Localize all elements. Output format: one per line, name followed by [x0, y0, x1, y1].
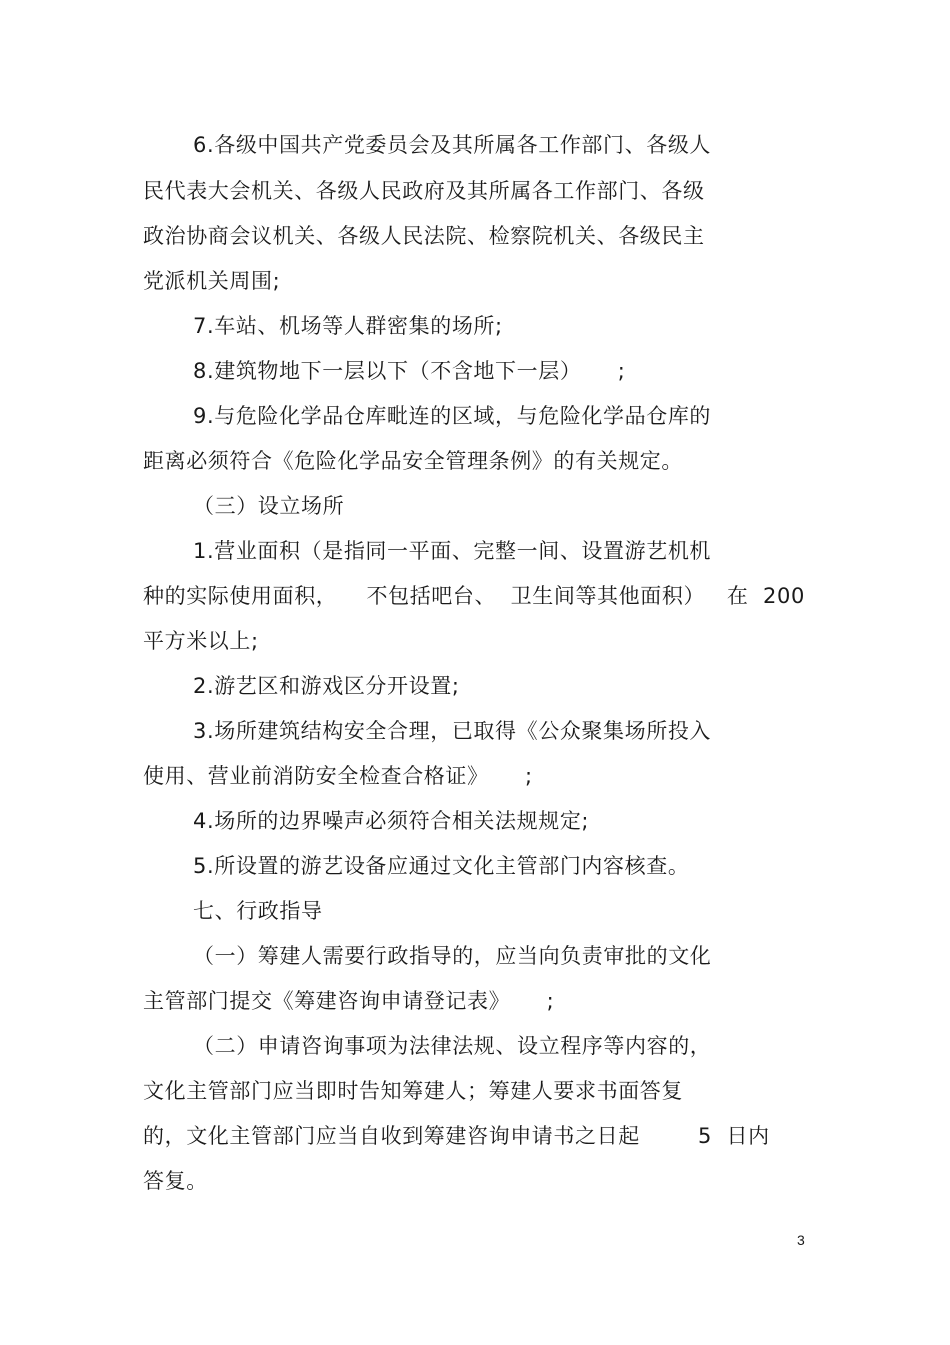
text-line: 2.游艺区和游戏区分开设置; [193, 674, 460, 698]
page-number: 3 [797, 1232, 805, 1248]
text-line: 3.场所建筑结构安全合理，已取得《公众聚集场所投入 [193, 719, 712, 743]
text-line: 的，文化主管部门应当自收到筹建咨询申请书之日起 5 日内 [143, 1124, 770, 1148]
text-line: 种的实际使用面积， 不包括吧台、 卫生间等其他面积） 在 200 [143, 584, 805, 608]
text-line: 8.建筑物地下一层以下（不含地下一层） ; [193, 359, 626, 383]
text-line: 主管部门提交《筹建咨询申请登记表》 ; [143, 989, 555, 1013]
text-line: 使用、营业前消防安全检查合格证》 ; [143, 764, 533, 788]
text-line: 7.车站、机场等人群密集的场所; [193, 314, 503, 338]
text-line: 平方米以上; [143, 629, 259, 653]
text-line: 5.所设置的游艺设备应通过文化主管部门内容核查。 [193, 854, 690, 878]
text-line: 4.场所的边界噪声必须符合相关法规规定; [193, 809, 590, 833]
text-line: 文化主管部门应当即时告知筹建人；筹建人要求书面答复 [143, 1079, 683, 1103]
text-line: 9.与危险化学品仓库毗连的区域，与危险化学品仓库的 [193, 404, 712, 428]
section-heading: （三）设立场所 [193, 494, 345, 518]
text-line: 民代表大会机关、各级人民政府及其所属各工作部门、各级 [143, 179, 705, 203]
text-line: 答复。 [143, 1169, 208, 1193]
section-heading: 七、行政指导 [193, 899, 323, 923]
text-line: 距离必须符合《危险化学品安全管理条例》的有关规定。 [143, 449, 683, 473]
text-line: 政治协商会议机关、各级人民法院、检察院机关、各级民主 [143, 224, 705, 248]
text-line: 党派机关周围; [143, 269, 281, 293]
text-line: 6.各级中国共产党委员会及其所属各工作部门、各级人 [193, 133, 712, 157]
text-line: 1.营业面积（是指同一平面、完整一间、设置游艺机机 [193, 539, 712, 563]
text-line: （二）申请咨询事项为法律法规、设立程序等内容的， [193, 1034, 712, 1058]
text-line: （一）筹建人需要行政指导的，应当向负责审批的文化 [193, 944, 712, 968]
